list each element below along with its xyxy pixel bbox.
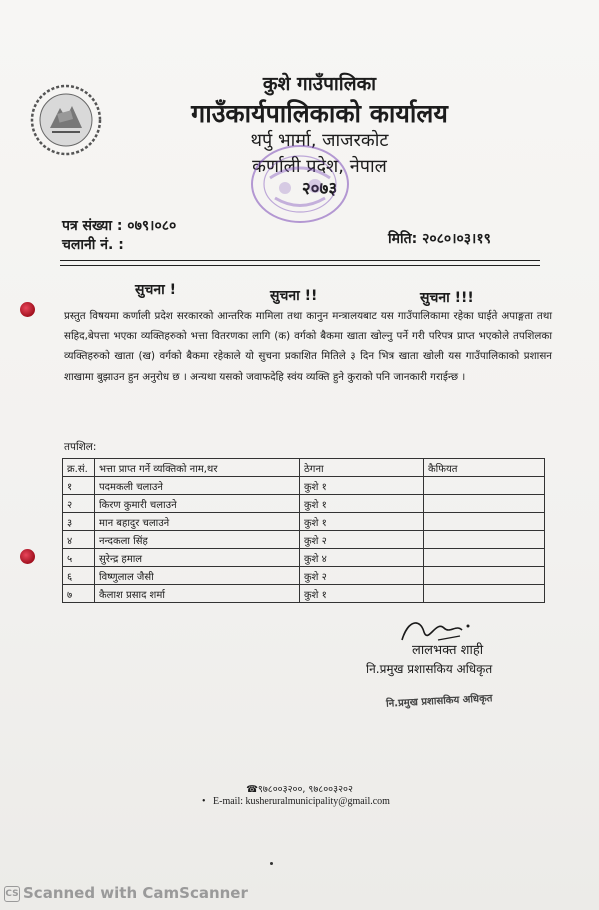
- office-address: थर्पु भार्मा, जाजरकोट: [250, 130, 389, 151]
- cell: [424, 585, 545, 603]
- header-cell: भत्ता प्राप्त गर्ने व्यक्तिको नाम,थर: [95, 459, 300, 477]
- signatory-name: लालभक्त शाही: [412, 643, 484, 658]
- cell: कुशे ४: [300, 549, 424, 567]
- ink-dot: [270, 862, 273, 865]
- punch-hole-mark: [20, 302, 35, 317]
- table-header-row: [63, 459, 545, 477]
- signatory-title: नि.प्रमुख प्रशासकिय अधिकृत: [366, 662, 493, 676]
- cell: २: [63, 495, 95, 513]
- table-row: [63, 585, 545, 603]
- cell: १: [63, 477, 95, 495]
- contact-phone: ☎९७८००३२००, ९७८००३२०२: [246, 784, 353, 795]
- cell: [424, 549, 545, 567]
- cell: [424, 477, 545, 495]
- cell: सुरेन्द्र हमाल: [95, 549, 300, 567]
- cell: कुशे १: [300, 477, 424, 495]
- office-name: गाउँकार्यपालिकाको कार्यालय: [191, 99, 448, 128]
- cell: कैलाश प्रसाद शर्मा: [95, 585, 300, 603]
- established-year: २०७३: [301, 179, 338, 199]
- divider: [60, 260, 540, 261]
- notice-heading-1: सुचना !: [135, 282, 177, 298]
- signatory-stamp: नि.प्रमुख प्रशासकिय अधिकृत: [385, 693, 493, 710]
- cell: कुशे २: [300, 531, 424, 549]
- divider: [60, 265, 540, 266]
- table-row: [63, 495, 545, 513]
- letter-reference-number: पत्र संख्या : ०७९।०८०: [62, 218, 177, 234]
- cell: कुशे १: [300, 513, 424, 531]
- municipality-name: कुशे गाउँपालिका: [262, 73, 377, 95]
- notice-heading-3: सुचना !!!: [420, 290, 474, 306]
- cell: कुशे २: [300, 567, 424, 585]
- cell: [424, 513, 545, 531]
- cell: [424, 531, 545, 549]
- header-cell: ठेगना: [300, 459, 424, 477]
- email-text: E-mail: kusheruralmunicipality@gmail.com: [213, 796, 390, 807]
- province-name: कर्णाली प्रदेश, नेपाल: [252, 156, 387, 177]
- office-stamp-seal: [245, 138, 355, 226]
- table-row: [63, 549, 545, 567]
- header-cell: कैफियत: [424, 459, 545, 477]
- cell: ४: [63, 531, 95, 549]
- cell: कुशे १: [300, 495, 424, 513]
- watermark-text: Scanned with CamScanner: [23, 884, 248, 902]
- cell: किरण कुमारी चलाउने: [95, 495, 300, 513]
- punch-hole-mark: [20, 549, 35, 564]
- cell: विष्णुलाल जैसी: [95, 567, 300, 585]
- camscanner-logo-icon: CS: [4, 886, 20, 902]
- dispatch-number: चलानी नं. :: [62, 237, 124, 253]
- header-cell: क्र.सं.: [63, 459, 95, 477]
- cell: ५: [63, 549, 95, 567]
- cell: नन्दकला सिंह: [95, 531, 300, 549]
- camscanner-watermark: [4, 884, 248, 902]
- table-row: [63, 567, 545, 585]
- notice-body-text: प्रस्तुत विषयमा कर्णाली प्रदेश सरकारको आन्तरिक मामिला तथा कानुन मन्त्रालयबाट यस गाउँपालिकामा रहेका घाईते अपाङ्गता तथा सहिद,बेपत्ता भएका व्यक्तिहरुको भत्ता वितरणका लागि (क) वर्गको बैकमा खाता खोल्नु पर्ने गरी परिपत्र प्राप्त भएकोले तपशिलका व्यक्तिहरुको खाता (ख) वर्गको बैकमा रहेकाले यो सुचना प्रकाशित मितिले ३ दिन भित्र खाता खोली यस गाउँपालिकाको प्रशासन शाखामा बुझाउन हुन अनुरोध छ । अन्यथा यसको जवाफदेहि स्वंय व्यक्ति हुने कुराको पनि जानकारी गराईन्छ ।: [64, 310, 552, 383]
- notice-heading-2: सुचना !!: [270, 288, 318, 304]
- letter-date: मिति: २०८०।०३।१९: [388, 231, 491, 247]
- beneficiary-table: [62, 458, 545, 603]
- table-row: [63, 477, 545, 495]
- contact-email: • E-mail: kusheruralmunicipality@gmail.com: [202, 796, 390, 807]
- cell: ७: [63, 585, 95, 603]
- cell: पदमकली चलाउने: [95, 477, 300, 495]
- table-row: [63, 531, 545, 549]
- cell: मान बहादुर चलाउने: [95, 513, 300, 531]
- cell: ६: [63, 567, 95, 585]
- table-row: [63, 513, 545, 531]
- details-label: तपशिल:: [64, 441, 97, 453]
- cell: कुशे १: [300, 585, 424, 603]
- cell: [424, 495, 545, 513]
- cell: [424, 567, 545, 585]
- cell: ३: [63, 513, 95, 531]
